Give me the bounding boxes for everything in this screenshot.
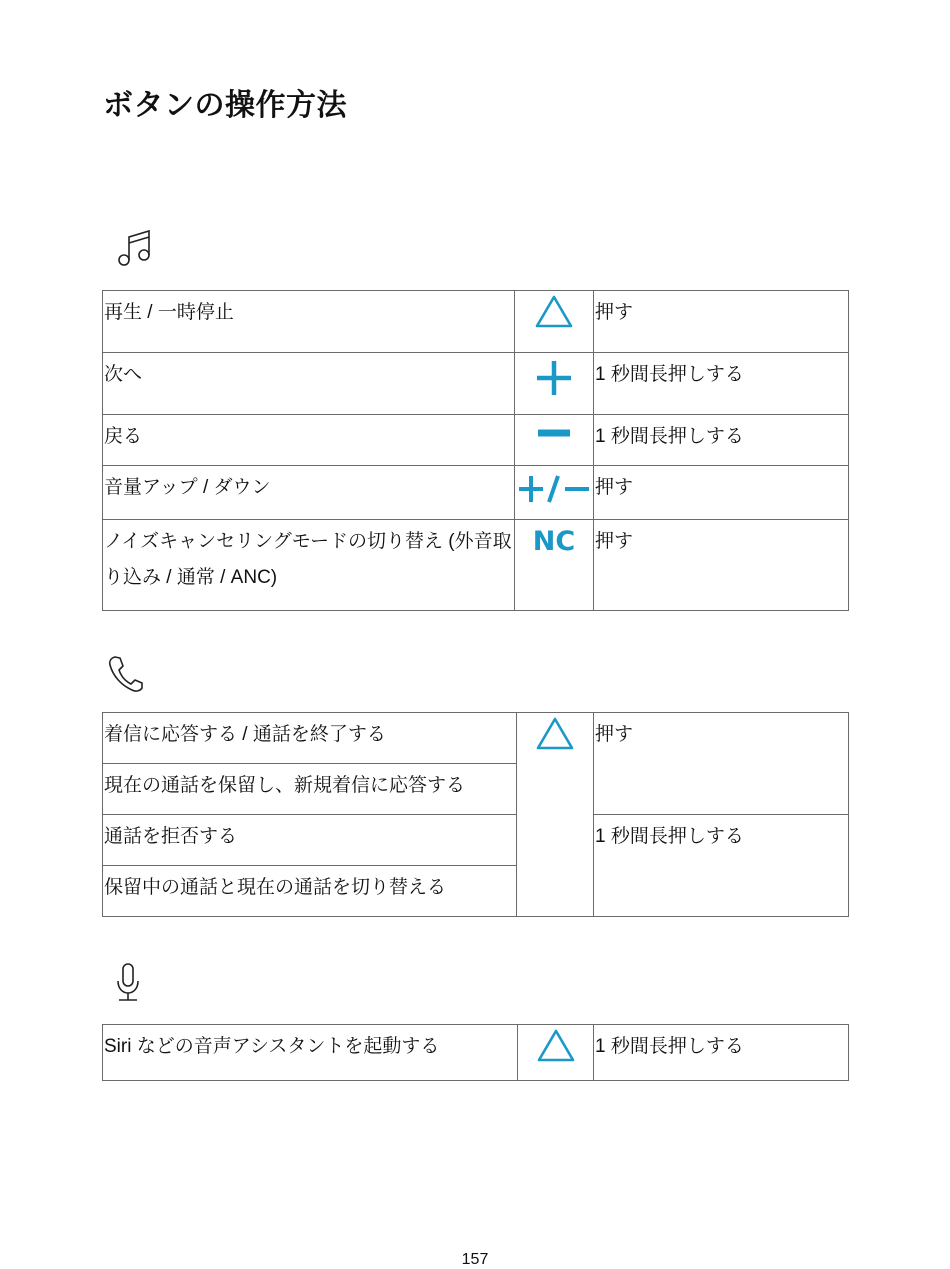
- music-controls-table: [102, 290, 849, 611]
- phone-icon: [106, 654, 144, 694]
- operation-cell: 1 秒間長押しする: [594, 415, 849, 466]
- action-cell: 次へ: [103, 353, 515, 415]
- action-cell: 再生 / 一時停止: [103, 291, 515, 353]
- call-controls-table: [102, 712, 849, 917]
- table-row: [103, 466, 849, 520]
- table-row: [103, 353, 849, 415]
- action-cell: 戻る: [103, 415, 515, 466]
- table-row: [103, 415, 849, 466]
- operation-cell: 1 秒間長押しする: [594, 353, 849, 415]
- operation-cell: 押す: [594, 713, 849, 815]
- triangle-icon: [535, 715, 575, 751]
- action-cell: 音量アップ / ダウン: [103, 466, 515, 520]
- button-cell: [515, 353, 594, 415]
- page-title: ボタンの操作方法: [103, 88, 347, 123]
- table-row: [103, 520, 849, 611]
- operation-cell: 押す: [594, 466, 849, 520]
- minus-icon: [534, 417, 574, 451]
- plus-minus-icon: [518, 468, 590, 508]
- operation-cell: 押す: [594, 291, 849, 353]
- button-cell: [515, 520, 594, 611]
- operation-cell: 1 秒間長押しする: [594, 815, 849, 917]
- button-cell: [518, 1025, 594, 1081]
- triangle-icon: [536, 1027, 576, 1063]
- svg-text:NC: NC: [532, 526, 576, 557]
- triangle-icon: [534, 293, 574, 329]
- action-cell: ノイズキャンセリングモードの切り替え (外音取り込み / 通常 / ANC): [103, 520, 515, 611]
- table-row: [103, 815, 849, 866]
- page-number: 157: [461, 1251, 489, 1268]
- operation-cell: 押す: [594, 520, 849, 611]
- action-cell: 現在の通話を保留し、新規着信に応答する: [103, 764, 517, 815]
- microphone-icon: [113, 962, 143, 1004]
- button-cell: [515, 291, 594, 353]
- table-row: [103, 713, 849, 764]
- button-cell: [515, 415, 594, 466]
- table-row: [103, 291, 849, 353]
- nc-icon: [524, 522, 584, 560]
- action-cell: 着信に応答する / 通話を終了する: [103, 713, 517, 764]
- action-cell: 通話を拒否する: [103, 815, 517, 866]
- action-cell: 保留中の通話と現在の通話を切り替える: [103, 866, 517, 917]
- action-cell: Siri などの音声アシスタントを起動する: [103, 1025, 518, 1081]
- button-cell: [517, 713, 594, 917]
- table-row: [103, 1025, 849, 1081]
- voice-controls-table: [102, 1024, 849, 1081]
- button-cell: [515, 466, 594, 520]
- music-note-icon: [113, 226, 157, 270]
- operation-cell: 1 秒間長押しする: [594, 1025, 849, 1081]
- plus-icon: [534, 355, 574, 399]
